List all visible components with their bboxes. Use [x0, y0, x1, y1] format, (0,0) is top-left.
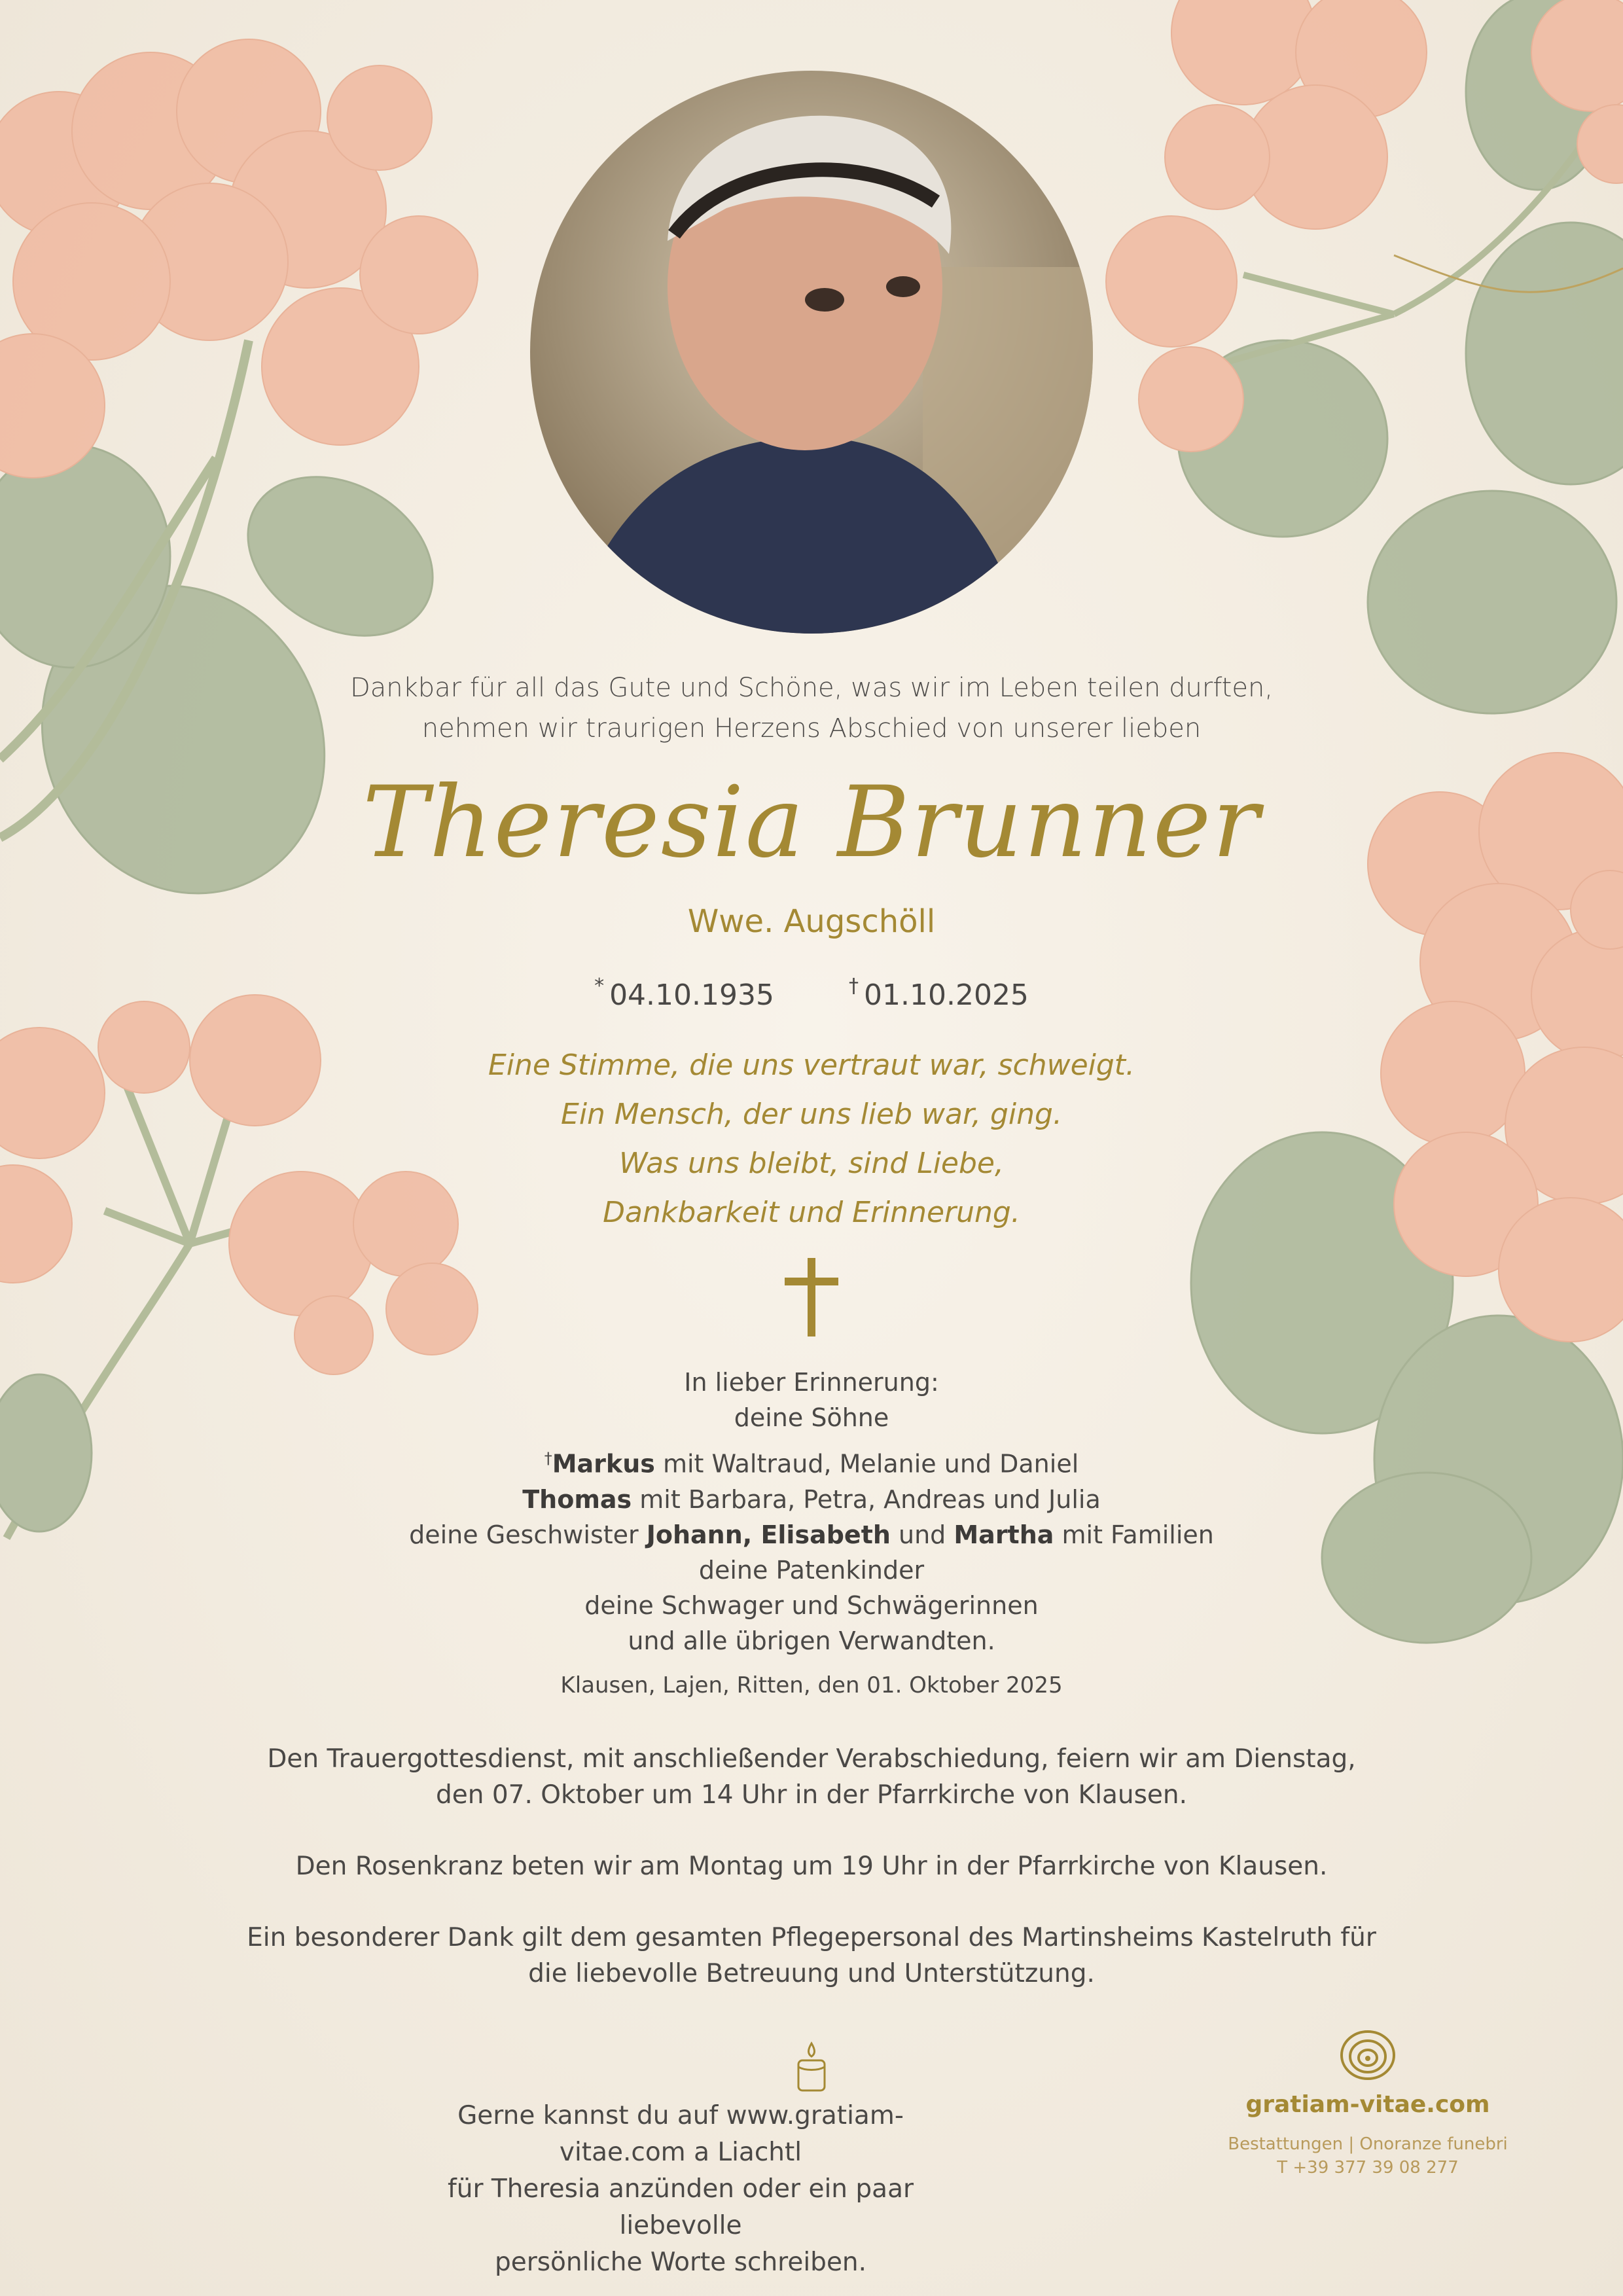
siblings-suffix: mit Familien [1054, 1520, 1214, 1549]
family-list [0, 1365, 1623, 1659]
online-candle-line-1[interactable]: Gerne kannst du auf www.gratiam-vitae.com a Liachtl [457, 2101, 904, 2167]
siblings-prefix: deine Geschwister [409, 1520, 647, 1549]
son-1-name: Markus [552, 1449, 655, 1479]
place-date: Klausen, Lajen, Ritten, den 01. Oktober 2025 [560, 1672, 1063, 1698]
son-1-symbol: † [544, 1449, 552, 1467]
siblings-names: Johann, Elisabeth [646, 1520, 891, 1549]
online-candle-line-2: für Theresia anzünden oder ein paar liebevolle [448, 2174, 914, 2240]
birth-symbol: * [594, 975, 605, 997]
mass-line-1: Den Trauergottesdienst, mit anschließender Verabschiedung, feiern wir am Dienstag, [267, 1744, 1356, 1774]
spiral-logo-icon [1338, 2029, 1397, 2084]
thanks-line-2: die liebevolle Betreuung und Unterstützung. [528, 1959, 1095, 1988]
son-2 [0, 1482, 1623, 1517]
logo-phone: T +39 377 39 08 277 [1277, 2158, 1459, 2178]
family-heading: In lieber Erinnerung: [684, 1368, 939, 1397]
rosary-info: Den Rosenkranz beten wir am Montag um 19 Uhr in der Pfarrkirche von Klausen. [295, 1852, 1328, 1881]
siblings-last: Martha [954, 1520, 1054, 1549]
son-1-family: mit Waltraud, Melanie und Daniel [654, 1449, 1079, 1479]
birth-date: 04.10.1935 [609, 978, 774, 1012]
thanks-line-1: Ein besonderer Dank gilt dem gesamten Pflegepersonal des Martinsheims Kastelruth für [247, 1923, 1376, 1952]
life-dates [0, 975, 1623, 1012]
intro-line-2: nehmen wir traurigen Herzens Abschied von unserer lieben [421, 713, 1202, 744]
thanks-info [0, 1920, 1623, 1992]
mass-info [0, 1741, 1623, 1813]
sons-label: deine Söhne [734, 1403, 889, 1432]
intro-line-1: Dankbar für all das Gute und Schöne, was wir im Leben teilen durften, [349, 673, 1274, 703]
poem-line: Dankbarkeit und Erinnerung. [603, 1196, 1020, 1229]
relatives: und alle übrigen Verwandten. [628, 1626, 995, 1655]
death-symbol: † [849, 975, 859, 997]
cross-icon [785, 1258, 838, 1336]
intro-text [0, 668, 1623, 749]
son-2-name: Thomas [522, 1484, 632, 1514]
death-date-group [849, 975, 1029, 1012]
candle-icon [792, 2041, 831, 2093]
deceased-name: Theresia Brunner [362, 766, 1261, 880]
birth-date-group [594, 975, 774, 1012]
logo-name[interactable]: gratiam-vitae.com [1245, 2091, 1490, 2118]
death-date: 01.10.2025 [864, 978, 1029, 1012]
poem [0, 1041, 1623, 1237]
online-candle-line-3: persönliche Worte schreiben. [494, 2248, 867, 2277]
portrait-photo [530, 71, 1093, 634]
poem-line: Eine Stimme, die uns vertraut war, schweigt. [488, 1049, 1135, 1082]
son-1 [0, 1441, 1623, 1482]
son-2-family: mit Barbara, Petra, Andreas und Julia [632, 1484, 1101, 1514]
service-info [0, 1741, 1623, 2027]
godchildren: deine Patenkinder [698, 1555, 925, 1585]
online-candle-text [419, 2098, 942, 2281]
mass-line-2: den 07. Oktober um 14 Uhr in der Pfarrkirche von Klausen. [435, 1780, 1188, 1810]
logo-tagline: Bestattungen | Onoranze funebri [1228, 2134, 1508, 2154]
poem-line: Ein Mensch, der uns lieb war, ging. [561, 1098, 1062, 1131]
in-laws: deine Schwager und Schwägerinnen [584, 1590, 1039, 1620]
maiden-name: Wwe. Augschöll [687, 903, 936, 940]
siblings-and: und [890, 1520, 954, 1549]
logo-details [1171, 2132, 1564, 2179]
siblings [0, 1517, 1623, 1552]
poem-line: Was uns bleibt, sind Liebe, [618, 1147, 1004, 1180]
